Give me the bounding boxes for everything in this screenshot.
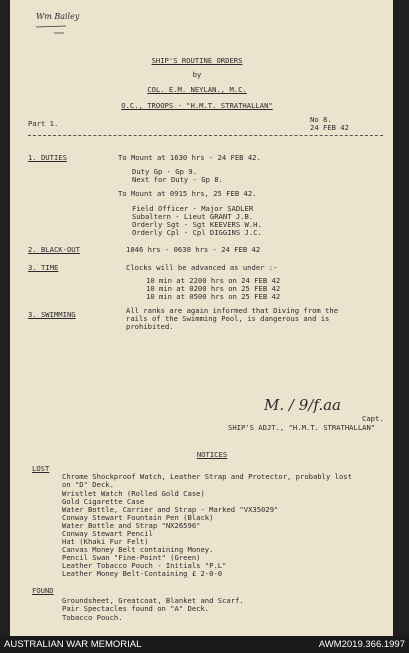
duties-mount-1: To Mount at 1630 hrs - 24 FEB 42. — [118, 153, 261, 162]
blackout-times: 1846 hrs - 0630 hrs - 24 FEB 42 — [126, 245, 261, 254]
swimming-line-3: prohibited. — [126, 322, 174, 331]
document-page — [10, 0, 393, 636]
order-date: 24 FEB 42 — [310, 123, 349, 132]
lost-item: Pencil Swan "Fine-Point" (Green) — [62, 553, 201, 562]
order-by: by — [192, 70, 202, 79]
time-label: 3. TIME — [28, 263, 59, 272]
lost-item: Wristlet Watch (Rolled Gold Case) — [62, 489, 205, 498]
commander-name: COL. E.M. NEYLAN., M.C. — [147, 85, 247, 94]
duty-group: Duty Gp - Gp 9. — [132, 167, 197, 176]
part-label: Part 1. — [28, 119, 59, 128]
duty-officer-subaltern: Subaltern - Lieut GRANT J.B. — [132, 212, 254, 221]
lost-item: Canvas Money Belt containing Money. — [62, 545, 214, 554]
header-divider — [28, 135, 383, 136]
swimming-line-1: All ranks are again informed that Diving from the — [126, 306, 339, 315]
lost-item: Conway Stewart Pencil — [62, 529, 153, 538]
clock-advance-3: 10 min at 0500 hrs on 25 FEB 42 — [146, 292, 281, 301]
lost-item: Gold Cigarette Case — [62, 497, 145, 506]
clock-advance-2: 10 min at 0200 hrs on 25 FEB 42 — [146, 284, 281, 293]
found-item: Pair Spectacles found on "A" Deck. — [62, 604, 210, 613]
footer-bar — [0, 636, 409, 653]
lost-item: Water Bottle, Carrier and Strap - Marked "VX35029" — [62, 505, 279, 514]
duty-officer-field: Field Officer - Major SADLER — [132, 204, 254, 213]
ships-adjutant-line: SHIP'S ADJT., "H.M.T. STRATHALLAN" — [228, 423, 376, 432]
lost-item: Chrome Shockproof Watch, Leather Strap and Protector, probably lost — [62, 472, 352, 481]
next-for-duty: Next for Duty - Gp 8. — [132, 175, 223, 184]
found-item: Tobacco Pouch. — [62, 613, 123, 622]
signature-capt: Capt. — [362, 414, 384, 423]
swimming-line-2: rails of the Swimming Pool, is dangerous and is — [126, 314, 330, 323]
duties-mount-2: To Mount at 0915 hrs, 25 FEB 42. — [118, 189, 257, 198]
order-number: No 8. — [310, 115, 332, 124]
lost-item: Hat (Khaki Fur Felt) — [62, 537, 149, 546]
handwritten-corner-note: Wm Bailey — [36, 12, 80, 21]
lost-item: on "D" Deck. — [62, 480, 114, 489]
swimming-label: 3. SWIMMING — [28, 310, 76, 319]
duty-officer-orderly-cpl: Orderly Cpl - Cpl DIGGINS J.C. — [132, 228, 262, 237]
lost-item: Leather Money Belt-Containing £ 2-0-0 — [62, 569, 223, 578]
lost-item: Leather Tobacco Pouch - Initials "P.L" — [62, 561, 227, 570]
lost-item: Water Bottle and Strap "NX26596" — [62, 521, 201, 530]
found-item: Groundsheet, Greatcoat, Blanket and Scarf. — [62, 596, 244, 605]
clock-advance-1: 10 min at 2200 hrs on 24 FEB 42 — [146, 276, 281, 285]
oc-troops-line: O.C., TROOPS - "H.M.T. STRATHALLAN" — [121, 101, 273, 110]
duty-officer-orderly-sgt: Orderly Sgt - Sgt KEEVERS W.H. — [132, 220, 262, 229]
footer-accession-number: AWM2019.366.1997 — [318, 639, 405, 650]
found-label: FOUND — [32, 586, 54, 595]
corner-note-underline — [34, 24, 70, 36]
order-title: SHIP'S ROUTINE ORDERS — [151, 56, 243, 65]
handwritten-signature: M. / 9/f.aa — [264, 396, 341, 414]
lost-label: LOST — [32, 464, 50, 473]
clocks-intro: Clocks will be advanced as under :- — [126, 263, 278, 272]
blackout-label: 2. BLACK-OUT — [28, 245, 80, 254]
footer-institution: AUSTRALIAN WAR MEMORIAL — [4, 639, 142, 650]
duties-label: 1. DUTIES — [28, 153, 67, 162]
lost-item: Conway Stewart Fountain Pen (Black) — [62, 513, 214, 522]
notices-title: NOTICES — [196, 450, 228, 459]
